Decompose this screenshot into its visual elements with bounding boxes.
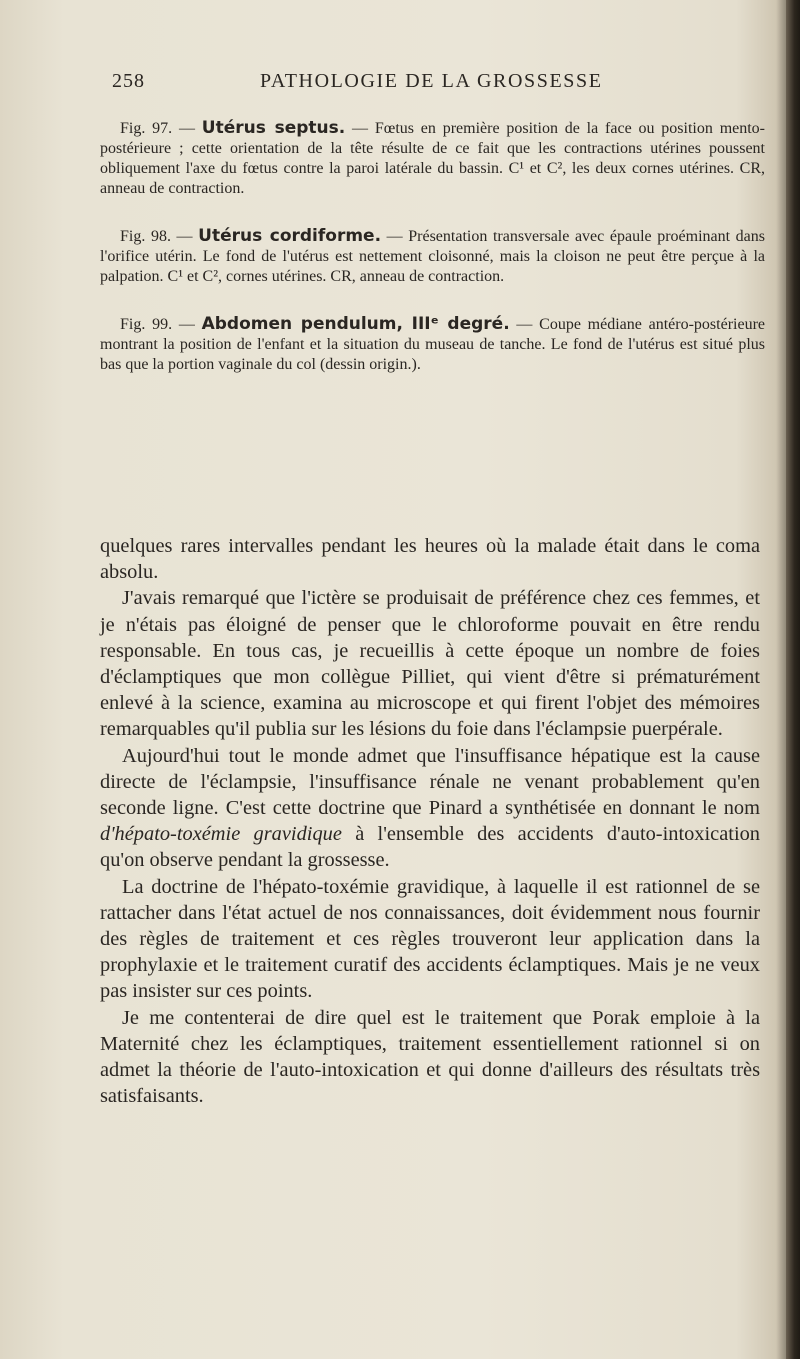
italic-term: d'hépato-toxémie gravidique (100, 823, 342, 846)
caption-fig-label: Fig. 97. — (120, 120, 202, 137)
caption-fig-label: Fig. 98. — (120, 228, 199, 245)
caption-text: — Fœtus en première position de la face ou position mento-postérieure ; cette orientation de la tête résulte de ce fait que les contractions utérines poussent obliquement l'axe du fœtus contre la paroi latérale du bassin. C¹ et C², les deux cornes utérines. CR, anneau de contraction. (100, 120, 766, 197)
page-number: 258 (112, 70, 145, 92)
page-edge-shadow (786, 0, 800, 1359)
caption-title: Utérus septus. (201, 118, 346, 138)
caption-fig-97 (100, 118, 765, 199)
running-title: PATHOLOGIE DE LA GROSSESSE (260, 70, 603, 92)
paragraph-text: à l'ensemble des accidents d'auto-intoxication qu'on observe pendant la grossesse. (100, 823, 760, 872)
figure-captions (100, 118, 765, 402)
caption-fig-98 (100, 226, 765, 287)
body-text (100, 533, 760, 1109)
paragraph (100, 743, 760, 874)
caption-text: — Coupe médiane antéro-postérieure montrant la position de l'enfant et la situation du museau de tanche. Le fond de l'utérus est situé plus bas que la portion vaginale du col (dessin origin.). (100, 316, 766, 373)
caption-text: — Présentation transversale avec épaule proéminant dans l'orifice utérin. Le fond de l'utérus est nettement cloisonné, mais la cloison ne peut être perçue à la palpation. C¹ et C², cornes utérines. CR, anneau de contraction. (100, 228, 766, 285)
paragraph: J'avais remarqué que l'ictère se produisait de préférence chez ces femmes, et je n'étais pas éloigné de penser que le chloroforme pouvait en être rendu responsable. En tous cas, je recueillis à cette époque un nombre de foies d'éclamptiques que mon collègue Pilliet, qui vient d'être si prématurément enlevé à la science, examina au microscope et qui firent l'objet des mémoires remarquables qu'il publia sur les lésions du foie dans l'éclampsie puerpérale. (100, 587, 760, 741)
paragraph: La doctrine de l'hépato-toxémie gravidique, à laquelle il est rationnel de se rattacher dans l'état actuel de nos connaissances, doit évidemment nous fournir des règles de traitement et ces règles trouveront leur application dans la prophylaxie et le traitement curatif des accidents éclamptiques. Mais je ne veux pas insister sur ces points. (100, 875, 760, 1003)
paragraph: quelques rares intervalles pendant les heures où la malade était dans le coma absolu. (100, 535, 760, 584)
paragraph: Je me contenterai de dire quel est le traitement que Porak emploie à la Maternité chez les éclamptiques, traitement essentiellement rationnel si on admet la théorie de l'auto-intoxication et qui donne d'ailleurs des résultats très satisfaisants. (100, 1006, 760, 1108)
caption-fig-label: Fig. 99. — (120, 316, 202, 333)
caption-fig-99 (100, 314, 765, 375)
paragraph-text: Aujourd'hui tout le monde admet que l'insuffisance hépatique est la cause directe de l'éclampsie, l'insuffisance rénale ne venant probablement qu'en seconde ligne. C'est cette doctrine que Pinard a synthétisée en donnant le nom (100, 744, 760, 820)
caption-title: Abdomen pendulum, IIIᵉ degré. (201, 314, 510, 334)
caption-title: Utérus cordiforme. (198, 226, 382, 246)
